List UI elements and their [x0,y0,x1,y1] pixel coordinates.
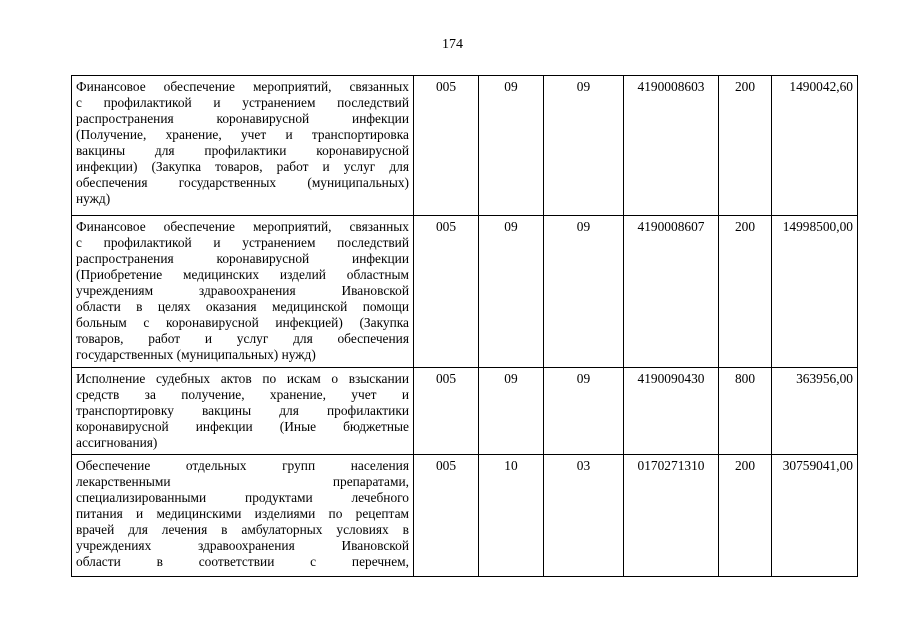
admin-code: 005 [414,76,479,216]
description-line: вакцины для профилактики коронавирусной [76,143,409,158]
description-line: лекарственными препаратами, [76,474,409,489]
admin-code: 005 [414,216,479,368]
description-line: обеспечения государственных (муниципальных) [76,175,409,190]
description-line: области в соответствии с перечнем, [76,554,409,569]
description-line: специализированными продуктами лечебного [76,490,409,505]
row-description [72,216,414,368]
description-line: средств за получение, хранение, учет и [76,387,409,402]
target-article-code: 4190008607 [624,216,719,368]
section-code: 09 [479,76,544,216]
amount: 14998500,00 [772,216,858,368]
description-line: питания и медицинскими изделиями по рецептам [76,506,409,521]
description-line: нужд) [76,191,111,206]
row-description [72,455,414,577]
description-line: Исполнение судебных актов по искам о взыскании [76,371,409,386]
description-line: инфекции) (Закупка товаров, работ и услуг для [76,159,409,174]
admin-code: 005 [414,455,479,577]
table-row [72,455,858,577]
subsection-code: 09 [544,76,624,216]
target-article-code: 4190090430 [624,368,719,455]
description-line: области в целях оказания медицинской помощи [76,299,409,314]
description-line: распространения коронавирусной инфекции [76,111,409,126]
description-line: больным с коронавирусной инфекцией) (Закупка [76,315,409,330]
row-description [72,76,414,216]
table-row [72,216,858,368]
description-line: транспортировку вакцины для профилактики [76,403,409,418]
expense-type-code: 200 [719,455,772,577]
subsection-code: 09 [544,216,624,368]
description-line: (Получение, хранение, учет и транспортировка [76,127,409,142]
budget-table [71,75,858,577]
row-description [72,368,414,455]
subsection-code: 09 [544,368,624,455]
section-code: 10 [479,455,544,577]
description-line: Финансовое обеспечение мероприятий, связанных [76,219,409,234]
description-line: государственных (муниципальных) нужд) [76,347,316,362]
description-line: распространения коронавирусной инфекции [76,251,409,266]
description-line: ассигнования) [76,435,158,450]
description-line: с профилактикой и устранением последствий [76,235,409,250]
table-row [72,368,858,455]
page-number: 174 [442,37,463,52]
section-code: 09 [479,216,544,368]
admin-code: 005 [414,368,479,455]
subsection-code: 03 [544,455,624,577]
section-code: 09 [479,368,544,455]
description-line: Финансовое обеспечение мероприятий, связанных [76,79,409,94]
expense-type-code: 200 [719,216,772,368]
description-line: коронавирусной инфекции (Иные бюджетные [76,419,409,434]
target-article-code: 0170271310 [624,455,719,577]
target-article-code: 4190008603 [624,76,719,216]
description-line: учреждениях здравоохранения Ивановской [76,538,409,553]
description-line: (Приобретение медицинских изделий областным [76,267,409,282]
amount: 1490042,60 [772,76,858,216]
amount: 363956,00 [772,368,858,455]
description-line: учреждениям здравоохранения Ивановской [76,283,409,298]
expense-type-code: 200 [719,76,772,216]
description-line: врачей для лечения в амбулаторных условиях в [76,522,409,537]
table-row [72,76,858,216]
description-line: с профилактикой и устранением последствий [76,95,409,110]
description-line: товаров, работ и услуг для обеспечения [76,331,409,346]
expense-type-code: 800 [719,368,772,455]
description-line: Обеспечение отдельных групп населения [76,458,409,473]
amount: 30759041,00 [772,455,858,577]
